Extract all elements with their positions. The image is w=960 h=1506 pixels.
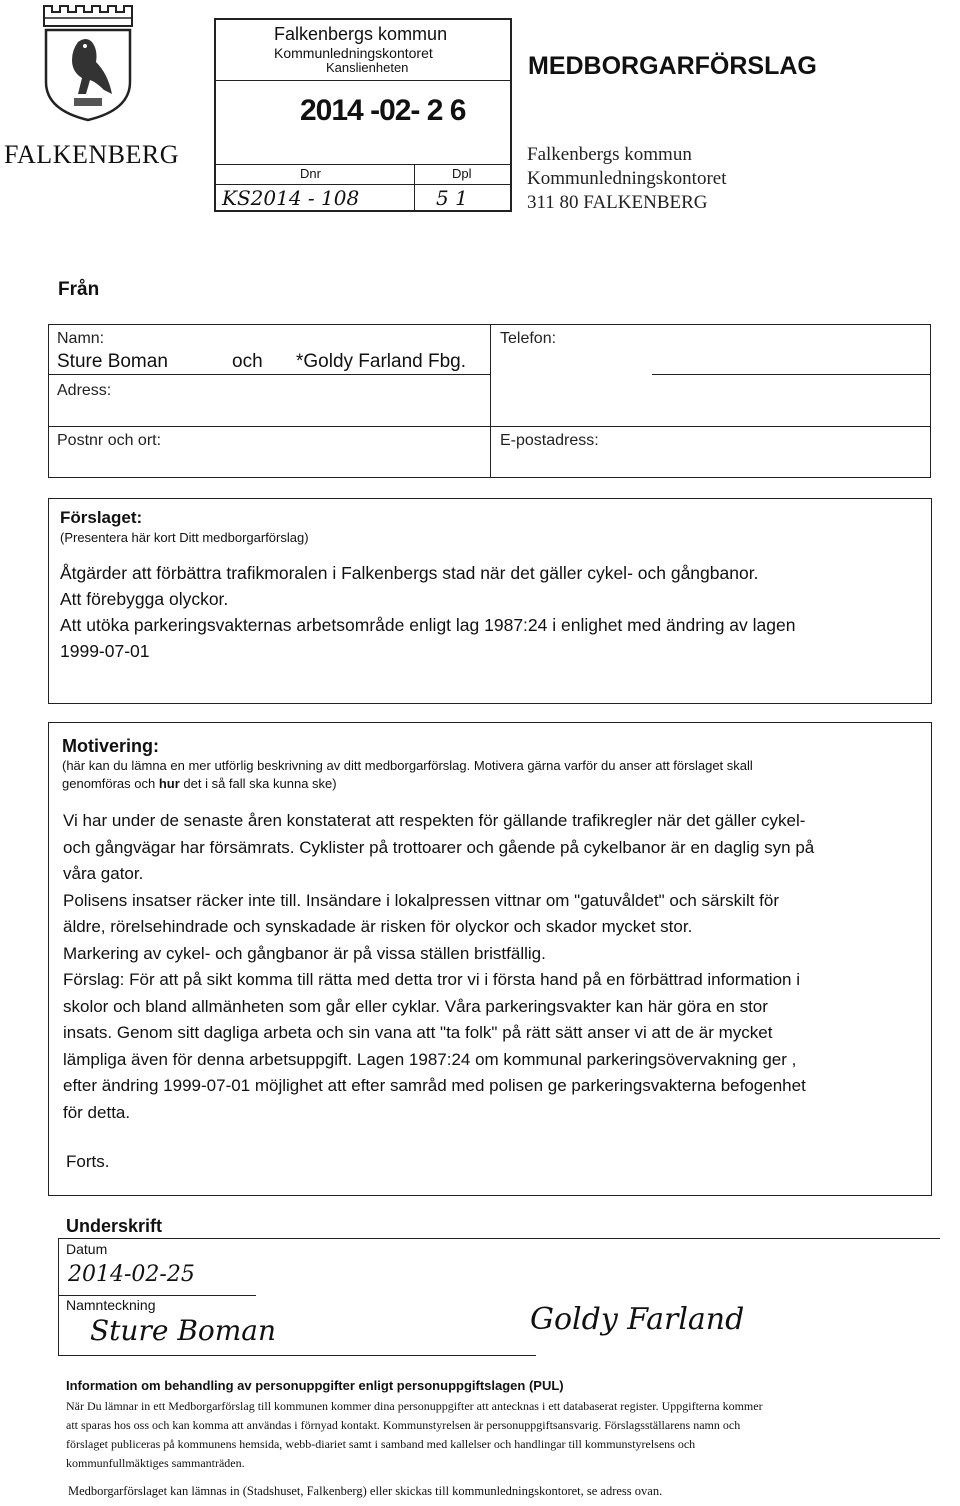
signature-label: Namnteckning (66, 1297, 156, 1313)
pul-line: förslaget publiceras på kommunens hemsida, webb-diariet samt i samband med kallelser och handlingar till kommunstyrelsens och (66, 1437, 696, 1451)
motivation-hint-line-1: (här kan du lämna en mer utförlig beskrivning av ditt medborgarförslag. Motivera gärna varför du anser att förslaget skall (62, 758, 753, 773)
motivation-text (63, 808, 928, 1126)
proposal-text (60, 560, 920, 664)
submission-note: Medborgarförslaget kan lämnas in (Stadshuset, Falkenberg) eller skickas till kommunledningskontoret, se adress ovan. (68, 1484, 663, 1498)
hint-bold: hur (158, 776, 180, 791)
recipient-line-3: 311 80 FALKENBERG (527, 192, 708, 213)
motivation-hint-line-2 (62, 775, 924, 793)
hint-suffix: det i så fall ska kunna ske) (179, 776, 337, 791)
continued-marker: Forts. (66, 1152, 110, 1171)
from-heading: Från (58, 279, 100, 300)
stamp-dnr-label: Dnr (300, 166, 321, 181)
motivation-heading: Motivering: (62, 736, 159, 756)
date-label: Datum (66, 1241, 108, 1257)
email-label: E-postadress: (500, 432, 599, 449)
municipality-name: FALKENBERG (4, 140, 179, 169)
proposal-line: 1999-07-01 (60, 641, 150, 661)
recipient-address (527, 143, 726, 215)
recipient-line-1: Falkenbergs kommun (527, 144, 692, 165)
name-and: och (232, 351, 263, 372)
name-label: Namn: (57, 330, 105, 347)
pul-line: kommunfullmäktiges sammanträden. (66, 1456, 245, 1470)
pul-line: att sparas hos oss och kan komma att användas i förnyad kontakt. Kommunstyrelsen är personuppgiftsansvarig. Förslagsställarens namn och (66, 1418, 741, 1432)
motivation-line: skolor och bland allmänheten som går eller cyklar. Våra parkeringsvakter kan här göra en stor (63, 996, 768, 1016)
motivation-line: Vi har under de senaste åren konstaterat att respekten för gällande trafikregler när det gäller cykel- (63, 811, 806, 830)
motivation-line: för detta. (63, 1102, 131, 1122)
recipient-line-2: Kommunledningskontoret (527, 168, 727, 189)
address-label: Adress: (57, 382, 112, 399)
phone-label: Telefon: (500, 330, 557, 347)
form-title: MEDBORGARFÖRSLAG (528, 52, 817, 80)
proposal-hint: (Presentera här kort Ditt medborgarförslag) (60, 530, 309, 545)
name-value: Sture Boman (57, 351, 168, 372)
postal-label: Postnr och ort: (57, 432, 162, 449)
signature-heading: Underskrift (66, 1216, 163, 1236)
pul-line: När Du lämnar in ett Medborgarförslag till kommunen kommer dina personuppgifter att antecknas i ett databaserat register. Uppgifterna kommer (66, 1399, 763, 1413)
stamp-org: Falkenbergs kommun (274, 24, 448, 44)
proposal-line: Åtgärder att förbättra trafikmoralen i Falkenbergs stad när det gäller cykel- och gångbanor. (60, 563, 759, 583)
stamp-dpl-value: 5 1 (436, 186, 468, 210)
motivation-line: efter ändring 1999-07-01 möjlighet att efter samråd med polisen ge parkeringsvakterna befogenhet (63, 1076, 806, 1095)
stamp-unit: Kanslienheten (326, 60, 409, 75)
name-value-2: *Goldy Farland Fbg. (296, 351, 467, 372)
signature-1: Sture Boman (90, 1314, 277, 1347)
motivation-line: Polisens insatser räcker inte till. Insändare i lokalpressen vittnar om "gatuvåldet" och särskilt för (63, 890, 780, 910)
stamp-dpl-label: Dpl (452, 166, 472, 181)
registration-stamp (214, 18, 512, 212)
proposal-line: Att förebygga olyckor. (60, 589, 229, 609)
stamp-date: 2014 -02- 2 6 (300, 94, 466, 127)
stamp-dept: Kommunledningskontoret (274, 45, 433, 61)
coat-of-arms-logo (38, 2, 138, 122)
motivation-line: lämpliga även för denna arbetsuppgift. Lagen 1987:24 om kommunal parkeringsövervakning ger , (63, 1049, 797, 1069)
motivation-line: äldre, rörelsehindrade och synskadade är risken för olyckor och skador mycket stor. (63, 917, 693, 936)
motivation-line: Förslag: För att på sikt komma till rätta med detta tror vi i första hand på en förbättrad information i (63, 970, 800, 989)
proposal-heading: Förslaget: (60, 508, 143, 527)
motivation-line: och gångvägar har försämrats. Cyklister på trottoarer och gående på cykelbanor är en daglig syn på (63, 837, 815, 857)
motivation-hint (62, 757, 924, 793)
pul-heading: Information om behandling av personuppgifter enligt personuppgiftslagen (PUL) (66, 1378, 564, 1393)
date-value: 2014-02-25 (68, 1262, 195, 1287)
stamp-dnr-value: KS2014 - 108 (222, 186, 360, 210)
pul-text (66, 1397, 956, 1473)
signature-2: Goldy Farland (530, 1302, 745, 1337)
hint-prefix: genomföras och (62, 776, 159, 791)
proposal-line: Att utöka parkeringsvakternas arbetsområde enligt lag 1987:24 i enlighet med ändring av lagen (60, 615, 796, 635)
motivation-line: våra gator. (63, 864, 144, 883)
motivation-line: insats. Genom sitt dagliga arbeta och sin vana att "ta folk" på rätt sätt anser vi att de är mycket (63, 1023, 773, 1042)
motivation-line: Markering av cykel- och gångbanor är på vissa ställen bristfällig. (63, 943, 546, 963)
